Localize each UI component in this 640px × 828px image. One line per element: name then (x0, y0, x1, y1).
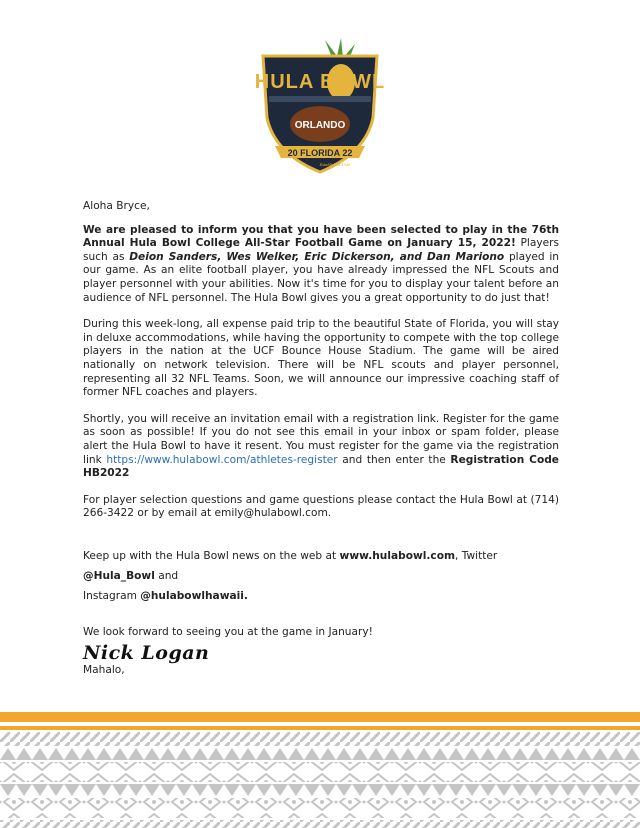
paragraph-contact: For player selection questions and game questions please contact the Hula Bowl at (714) 266-3422 or by email at emily@hulabowl.com. (83, 493, 559, 520)
website-link[interactable]: www.hulabowl.com (339, 549, 456, 562)
registration-text: Shortly, you will receive an invitation email with a registration link. Register for the game as soon as possible! If you do not see this email in your inbox or spam folder, please alert the Hula Bowl to have it resent. You must register for the game via the registration link (83, 412, 559, 466)
social-and: and (154, 569, 179, 582)
social-lead: Keep up with the Hula Bowl news on the web at (83, 549, 340, 562)
logo-wordmark: HULA BOWL (255, 71, 385, 93)
signoff: Mahalo, (83, 664, 125, 677)
logo-ribbon: 20 FLORIDA 22 (287, 148, 353, 158)
paragraph-registration (83, 413, 559, 481)
signature: Nick Logan (83, 642, 210, 664)
hula-bowl-logo (255, 38, 385, 174)
logo-city: ORLANDO (294, 120, 346, 131)
selection-intro: We are pleased to inform you that you have been selected to play in the 76th Annual Hula Bowl College All-Star Football Game on January 15, 2022! (83, 223, 559, 250)
letter-body (83, 200, 559, 692)
registration-after-link: and then enter the (337, 453, 451, 466)
players-lead: Players such as (83, 237, 559, 263)
selection-rest: played in our game. As an elite football player, you have already impressed the NFL Scouts and player personnel with your abilities. Now it's time for you to display your talent before an audience of NFL personnel. The Hula Bowl gives you a great opportunity to do just that! (83, 250, 559, 304)
logo-est: Established 1946 (319, 163, 351, 167)
footer-orange-stripe (0, 712, 640, 722)
registration-code: Registration Code HB2022 (83, 453, 559, 480)
closing-line: We look forward to seeing you at the game in January! (83, 625, 373, 638)
greeting: Aloha Bryce, (83, 200, 150, 212)
twitter-handle[interactable]: @Hula_Bowl (83, 569, 155, 582)
instagram-handle[interactable]: @hulabowlhawaii. (140, 589, 248, 602)
notable-players: Deion Sanders, Wes Welker, Eric Dickerson, and Dan Mariono (129, 250, 505, 263)
paragraph-selection (83, 224, 559, 306)
registration-link[interactable]: https://www.hulabowl.com/athletes-register (106, 453, 338, 466)
twitter-lead: , Twitter (455, 549, 498, 562)
footer-tribal-pattern (0, 712, 640, 828)
paragraph-social (83, 546, 559, 606)
instagram-lead: Instagram (83, 589, 141, 602)
paragraph-trip: During this week-long, all expense paid trip to the beautiful State of Florida, you will stay in deluxe accommodations, while having the opportunity to compete with the top college players in the nation at the UCF Bounce House Stadium. The game will be aired nationally on network television. There will be NFL scouts and player personnel, representing all 32 NFL Teams. Soon, we will announce our impressive coaching staff of former NFL coaches and players. (83, 318, 559, 399)
